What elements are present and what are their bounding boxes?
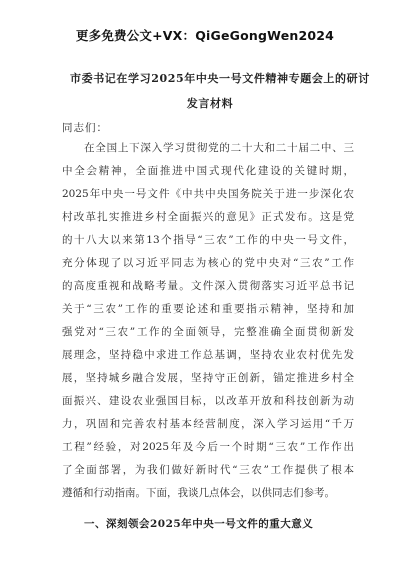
salutation: 同志们： [62, 122, 108, 134]
paragraph-line: 中全会精神，全面推进中国式现代化建设的关键时期， [62, 165, 354, 177]
paragraph-line: 在全国上下深入学习贯彻党的二十大和二十届二中、三 [84, 142, 354, 154]
paragraph-line: 力，巩固和完善农村基本经营制度，深入学习运用“千万 [62, 418, 354, 430]
document-title-line-2: 发言材料 [186, 97, 234, 110]
paragraph-line: 关于“三农”工作的重要论述和重要指示精神，坚持和加 [62, 303, 354, 315]
paragraph-line: 遵循和行动指南。下面，我谈几点体会，以供同志们参考。 [62, 487, 335, 499]
paragraph-line: 工程”经验，对2025年及今后一个时期“三农”工作作出 [62, 441, 354, 453]
paragraph-line: 充分体现了以习近平同志为核心的党中央对“三农”工作 [62, 257, 354, 269]
paragraph-line: 了全面部署，为我们做好新时代“三农”工作提供了根本 [62, 464, 354, 476]
paragraph-line: 面振兴、建设农业强国目标，以改革开放和科技创新为动 [62, 395, 354, 407]
paragraph-line: 村改革扎实推进乡村全面振兴的意见》正式发布。这是党 [62, 211, 354, 223]
paragraph-line: 展理念，坚持稳中求进工作总基调，坚持农业农村优先发 [62, 349, 354, 361]
paragraph-line: 的十八大以来第13个指导“三农”工作的中央一号文件， [62, 234, 354, 246]
paragraph-line: 的高度重视和战略考量。文件深入贯彻落实习近平总书记 [62, 280, 354, 292]
paragraph-line: 2025年中央一号文件《中共中央国务院关于进一步深化农 [62, 188, 354, 200]
document-title-line-1: 市委书记在学习2025年中央一号文件精神专题会上的研讨 [70, 72, 370, 85]
watermark-header: 更多免费公文+VX：QiGeGongWen2024 [75, 28, 335, 43]
section-heading: 一、深刻领会2025年中央一号文件的重大意义 [84, 518, 314, 530]
paragraph-line: 强党对“三农”工作的全面领导，完整准确全面贯彻新发 [62, 326, 354, 338]
paragraph-line: 展，坚持城乡融合发展，坚持守正创新，锚定推进乡村全 [62, 372, 354, 384]
